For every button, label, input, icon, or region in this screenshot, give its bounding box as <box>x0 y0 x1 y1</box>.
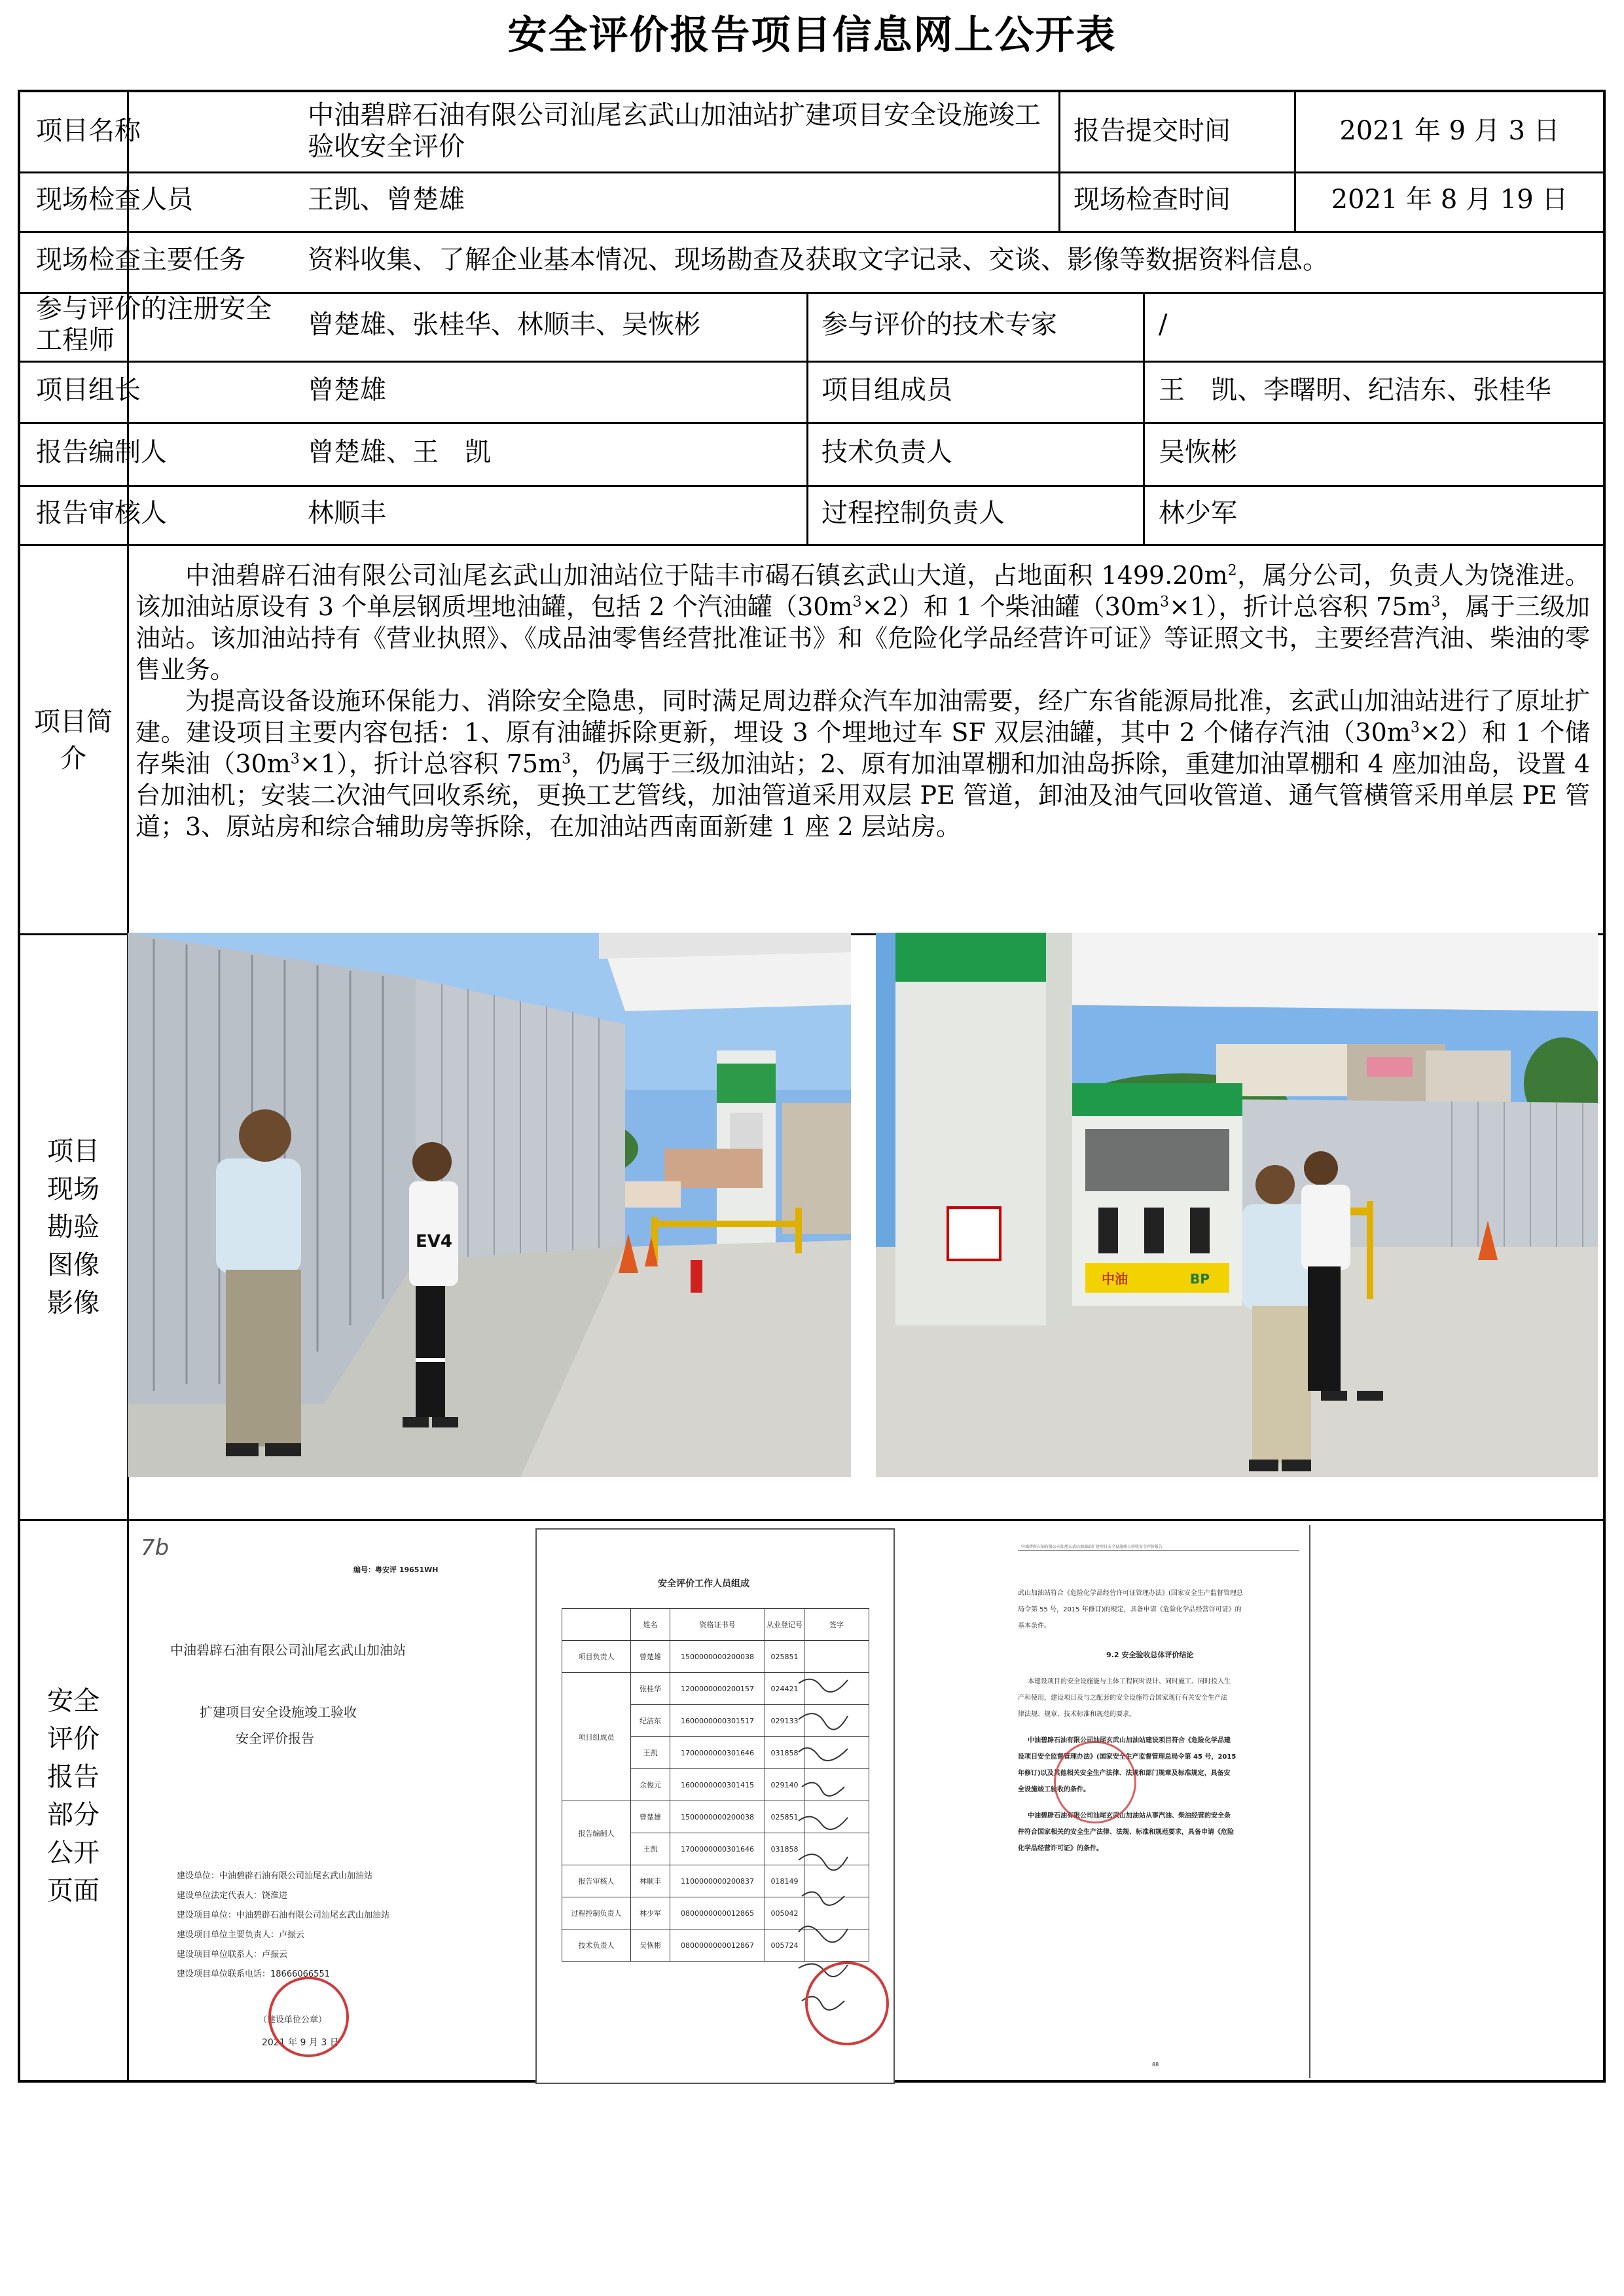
inspectors-label: 现场检查人员 <box>36 185 193 215</box>
table-row: 报告审核人 林顺丰 1100000000200837 018149 <box>562 1865 869 1897</box>
conclusion-line: 产和使用，建设项目及与之配套的安全设施符合国家现行有关安全生产法 <box>1018 1695 1227 1702</box>
intro-paragraph-2: 为提高设备设施环保能力、消除安全隐患，同时满足周边群众汽车加油需要，经广东省能源局批准，玄武山加油站进行了原址扩建。建设项目主要内容包括：1、原有油罐拆除更新，埋设 3 个埋地过车 SF 双层油罐，其中 2 个储存汽油$(30m^3\times 2)$和 1 个储存柴油$(30m^3\times 1)$，折计总容积 $75m^3$，仍属于三级加油站；2、原有加油罩棚和加油岛拆除，重建加油罩棚和 4 座加油岛，设置 4 台加油机；安装二次油气回收系统，更换工艺管线，加油管道采用双层 PE 管道，卸油及油气回收管道、通气管横管采用单层 PE 管道；3、原站房和综合辅助房等拆除，在加油站西南面新建 1 座 2 层站房。 <box>135 687 1591 841</box>
cover-field-6: 建设项目单位联系电话：18666066551 <box>177 1969 330 1979</box>
cover-line-3: 安全评价报告 <box>236 1731 314 1746</box>
cover-seal-note: （建设单位公章） <box>259 2015 327 2025</box>
table-row: 项目组成员 张桂华 1200000000200157 024421 <box>562 1673 869 1705</box>
conclusion-line: 中油碧辟石油有限公司汕尾玄武山加油站建设项目符合《危险化学品建 <box>1028 1737 1231 1744</box>
conclusion-line: 化学品经营许可证》的条件。 <box>1018 1845 1103 1852</box>
conclusion-line: 全设施竣工验收的条件。 <box>1018 1786 1090 1793</box>
conclusion-heading: 9.2 安全验收总体评价结论 <box>1106 1651 1194 1659</box>
conclusion-line: 律法规、规章、技术标准和规范的要求。 <box>1018 1711 1136 1718</box>
conclusion-line: 年修订)以及其他相关安全生产法律、法规和部门规章及标准规定，具备安 <box>1018 1770 1231 1777</box>
engineers-label: 参与评价的注册安全工程师 <box>36 294 272 355</box>
conclusion-line: 基本条件。 <box>1018 1623 1051 1630</box>
table-row: 项目负责人 曾楚雄 1500000000200038 025851 <box>562 1641 869 1673</box>
process-lead-label: 过程控制负责人 <box>821 497 1005 528</box>
conclusion-header: 中油碧辟石油有限公司汕尾玄武山加油站扩建项目安全设施竣工验收安全评价报告 <box>1021 1545 1163 1549</box>
tech-lead-value: 吴恢彬 <box>1159 437 1237 467</box>
page-title: 安全评价报告项目信息网上公开表 <box>507 12 1117 58</box>
members-label: 项目组成员 <box>821 374 952 405</box>
cover-field-3: 建设项目单位：中油碧辟石油有限公司汕尾玄武山加油站 <box>177 1910 390 1920</box>
staff-header-row <box>562 1609 869 1641</box>
report-conclusion-page <box>1008 1525 1310 2078</box>
intro-text <box>135 560 1590 842</box>
inspection-time-label: 现场检查时间 <box>1074 185 1231 215</box>
report-staff-page <box>535 1528 895 2084</box>
conclusion-line: 局令第 55 号，2015 年修订)的规定，具备申请《危险化学品经营许可证》的 <box>1018 1606 1242 1613</box>
dispenser-sign-2: BP <box>1190 1271 1210 1287</box>
staff-heading: 安全评价工作人员组成 <box>658 1579 749 1589</box>
report-label: 安全 评价 报告 部分 公开 页面 <box>47 1686 99 1906</box>
table-row: 过程控制负责人 林少军 0800000000012865 005042 <box>562 1897 869 1929</box>
cover-date: 2021 年 9 月 3 日 <box>262 2037 339 2048</box>
tech-lead-label: 技术负责人 <box>821 437 952 467</box>
reviewer-label: 报告审核人 <box>36 497 167 528</box>
cover-red-seal <box>268 1977 349 2057</box>
cover-field-2: 建设单位法定代表人：饶淮进 <box>177 1891 288 1901</box>
conclusion-red-seal <box>1054 1741 1136 1823</box>
experts-label: 参与评价的技术专家 <box>821 310 1057 340</box>
submit-time-label: 报告提交时间 <box>1074 116 1231 146</box>
report-cover-page <box>131 1525 511 2075</box>
submit-time-value: 2021 年 9 月 3 日 <box>1339 116 1560 146</box>
staff-head-cert: 资格证书号 <box>670 1609 765 1641</box>
tasks-label: 现场检查主要任务 <box>36 245 245 275</box>
process-lead-value: 林少军 <box>1159 497 1237 528</box>
conclusion-line: 件符合国家相关的安全生产法律、法规、标准和规范要求，具备申请《危险 <box>1018 1829 1234 1836</box>
project-name-value: 中油碧辟石油有限公司汕尾玄武山加油站扩建项目安全设施竣工验收安全评价 <box>308 100 1041 162</box>
leader-value: 曾楚雄 <box>308 374 386 405</box>
tasks-value: 资料收集、了解企业基本情况、现场勘查及获取文字记录、交谈、影像等数据资料信息。 <box>308 245 1329 275</box>
table-row: 余俊元 1600000000301415 029140 <box>562 1769 869 1801</box>
conclusion-line: 本建设项目的安全设施能与主体工程同时设计、同时施工、同时投入生 <box>1028 1678 1231 1685</box>
cover-field-1: 建设单位：中油碧辟石油有限公司汕尾玄武山加油站 <box>177 1871 373 1881</box>
site-photo-fence <box>128 933 851 1477</box>
conclusion-page-number: 88 <box>1152 2062 1159 2068</box>
staff-head-reg: 从业登记号 <box>765 1609 804 1641</box>
author-value: 曾楚雄、王 凯 <box>308 437 491 467</box>
staff-head-name: 姓名 <box>631 1609 670 1641</box>
cover-handwritten-mark: 7b <box>141 1535 170 1561</box>
shirt-text: EV4 <box>416 1232 452 1251</box>
project-name-label: 项目名称 <box>36 116 141 146</box>
conclusion-line: 武山加油站符合《危险化学品经营许可证管理办法》(国家安全生产监督管理总 <box>1018 1590 1243 1597</box>
experts-value: / <box>1159 310 1168 340</box>
staff-red-seal <box>805 1962 889 2045</box>
cover-line-1: 中油碧辟石油有限公司汕尾玄武山加油站 <box>170 1642 406 1658</box>
site-photo-dispenser <box>876 933 1598 1477</box>
table-row: 报告编制人 曾楚雄 1500000000200038 025851 <box>562 1801 869 1833</box>
table-row: 王凯 1700000000301646 031858 <box>562 1737 869 1769</box>
conclusion-line: 设项目安全监督管理办法》(国家安全生产监督管理总局令第 45 号，2015 <box>1018 1753 1236 1761</box>
leader-label: 项目组长 <box>36 374 141 405</box>
photos-label: 项目 现场 勘验 图像 影像 <box>47 1136 99 1318</box>
table-row: 技术负责人 吴恢彬 0800000000012867 005724 <box>562 1929 869 1962</box>
author-label: 报告编制人 <box>36 437 167 467</box>
conclusion-line: 中油碧辟石油有限公司汕尾玄武山加油站从事汽油、柴油经营的安全条 <box>1028 1812 1231 1820</box>
cover-line-2: 扩建项目安全设施竣工验收 <box>200 1704 357 1720</box>
cover-field-4: 建设项目单位主要负责人：卢振云 <box>177 1930 305 1940</box>
staff-head-sign: 签字 <box>804 1609 869 1641</box>
inspectors-value: 王凯、曾楚雄 <box>308 185 465 215</box>
inspection-time-value: 2021 年 8 月 19 日 <box>1331 185 1568 215</box>
cover-code: 编号：粤安评 19651WH <box>353 1566 439 1574</box>
members-value: 王 凯、李曙明、纪洁东、张桂华 <box>1159 374 1551 405</box>
intro-paragraph-1: 中油碧辟石油有限公司汕尾玄武山加油站位于陆丰市碣石镇玄武山大道，占地面积 $1499.20m^2$，属分公司，负责人为饶淮进。该加油站原设有 3 个单层钢质埋地油罐，包括 2 个汽油罐$(30m^3\times 2)$和 1 个柴油罐$(30m^3\times 1)$，折计总容积 $75m^3$，属于三级加油站。该加油站持有《营业执照》、《成品油零售经营批准证书》和《危险化学品经营许可证》等证照文书，主要经营汽油、柴油的零售业务。 <box>135 561 1590 684</box>
cover-field-5: 建设项目单位联系人：卢振云 <box>177 1950 288 1960</box>
intro-label: 项目简介 <box>34 707 113 774</box>
dispenser-sign-1: 中油 <box>1102 1271 1128 1287</box>
reviewer-value: 林顺丰 <box>308 497 386 528</box>
table-row: 王凯 1700000000301646 031858 <box>562 1833 869 1865</box>
engineers-value: 曾楚雄、张桂华、林顺丰、吴恢彬 <box>308 310 700 340</box>
table-row: 纪洁东 1600000000301517 029133 <box>562 1705 869 1737</box>
